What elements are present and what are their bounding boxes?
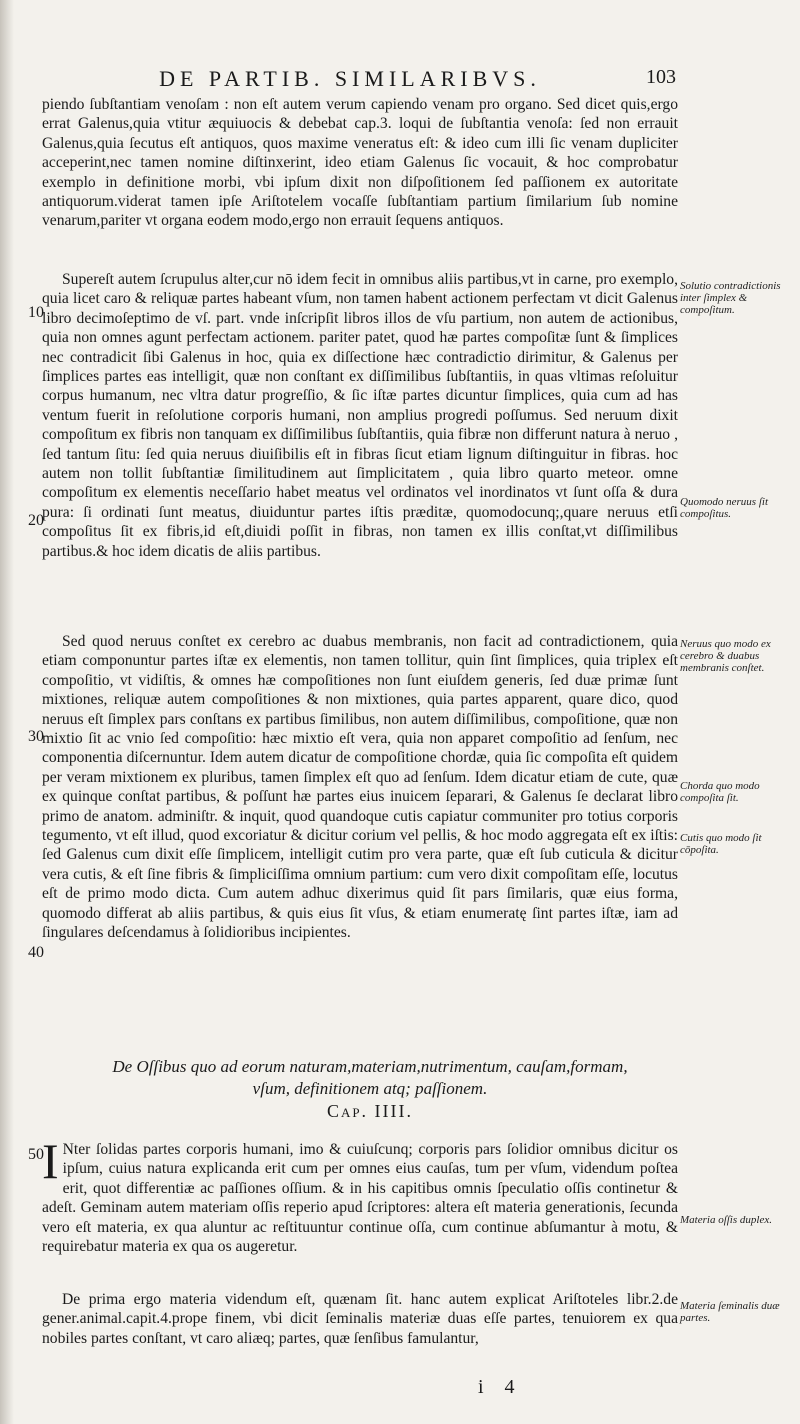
paragraph (42, 95, 678, 231)
gutter-shadow (0, 0, 14, 1424)
line-number: 40 (28, 944, 44, 961)
paragraph (42, 632, 678, 943)
page-number: 103 (646, 66, 676, 88)
paragraph-text: Sed quod neruus conſtet ex cerebro ac duabus membranis, non facit ad contradictionem, quia etiam componuntur partes iſtæ ex elementis, non tamen tollitur, quin ſint ſimplices, quia triplex eſt compoſitio, vt vidiſtis, & omnes hæ compoſitiones non ſunt eiuſdem generis, ſed duæ primæ ſunt mixtiones, reliquæ autem compoſitiones & non mixtiones, quia partes apparent, quare dico, quod neruus eſt ſimplex pars conſtans ex partibus ſimilibus, non autem diſſimilibus, compoſitione, quæ non mixtio ſit ac vnio ſed compoſitio: hæc mixtio eſt vera, quia non apparet compoſitio ad ſenſum, nec componentia diſcernuntur. Idem autem dicatur de compoſitione chordæ, quia ſic compoſita eſt quidem per veram mixtionem ex pluribus, tamen ſimplex eſt quo ad ſenſum. Idem dicatur etiam de cute, quæ ex quinque conſtat partibus, & poſſunt hæ partes eius inuicem ſeparari, & Galenus ſe declarat libro primo de anatom. adminiſtr. & inquit, quod quandoque cutis capiatur communiter pro totius corporis tegumento, vt eſt illud, quod excoriatur & dicitur corium vel pellis, & hoc modo aggregata eſt ex iſtis: ſed Galenus cum dixit eſſe ſimplicem, intelligit cutim pro vera parte, quæ eſt ſub cuticula & dicitur vera cutis, & eſt ſine fibris & ſimpliciſſima omnium partium: cum vero dixit compoſitam eſſe, locutus eſt de primo modo dicta. Cum autem adhuc dixerimus quid ſit pars ſimilaris, quæ eius forma, quomodo differat ab aliis partibus, & quis eius ſit vſus, & etiam enumeratę ſint partes iſtæ, iam ad ſingulares deſcendamus à ſolidioribus incipientes. (42, 633, 678, 942)
line-number: 50 (28, 1146, 44, 1163)
marginal-note: Neruus quo modo ex cerebro & duabus membranis conſtet. (680, 638, 771, 674)
drop-cap: I (42, 1133, 59, 1189)
chapter-heading-line: De Oſſibus quo ad eorum naturam,materiam,nutrimentum, cauſam,formam, (112, 1057, 628, 1076)
paragraph-text: Supereſt autem ſcrupulus alter,cur nō idem fecit in omnibus aliis partibus,vt in carne, pro exemplo, quia licet caro & reliquæ partes habeant vſum, non tamen habent actionem perfectam vt dicit Galenus libro decimoſeptimo de vſ. part. vnde inſcripſit libros illos de vſu partium, non autem de actionibus, quia non omnes agunt perfectam actionem. pariter patet, quod hæ partes compoſitæ ſunt & ſimplices nec contradicit ſibi Galenus in hoc, quia ex diſſectione hæc contradictio dirimitur, & Galenus per ſimplices partes eas intelligit, quæ non conſtant ex diſſimilibus ſubſtantiis, in quas vltimas reſoluitur corpus humanum, nec vltra datur progreſſio, & ſic iſtæ partes dicuntur ſimplices, quia cum ad has ventum fuerit in reſolutione corporis humani, non amplius progredi poſſumus. Sed neruum dixit compoſitum ex fibris non tanquam ex diſſimilibus ſubſtantiis, quia fibræ non differunt natura à neruo , ſed tantum ſitu: ſed quia neruus diuiſibilis eſt in fibras ſicut etiam lignum diſtinguitur in fibras. hoc autem non tollit ſubſtantiæ ſimilitudinem aut ſimplicitatem , quia libro quarto meteor. omne compoſitum ex elementis neceſſario habet meatus vel ordinatos vel inordinatos vt ſunt oſſa & dura pura: ſi ordinati ſunt meatus, diuiduntur partes iſtis præditæ, quomodocunq;,quare neruus etſi compoſitus ſit ex fibris,id eſt,diuidi poſſit in fibras, non tamen ex illis conſtat,vt diſſimilibus partibus.& hoc idem dicatis de aliis partibus. (42, 271, 678, 560)
marginal-note: Solutio contradictionis inter ſimplex & compoſitum. (680, 280, 781, 316)
paragraph (42, 1290, 678, 1348)
line-number: 20 (28, 512, 44, 529)
line-number: 10 (28, 304, 44, 321)
paragraph-text: De prima ergo materia videndum eſt, quænam ſit. hanc autem explicat Ariſtoteles libr.2.de gener.animal.capit.4.prope finem, vbi dicit ſeminalis materiæ duas eſſe partes, tenuiorem ex qua nobiles partes conſtant, vt caro aliæq; partes, quæ ſenſibus famulantur, (42, 1291, 678, 1347)
marginal-note: Chorda quo modo compoſita ſit. (680, 780, 760, 804)
paragraph (42, 1133, 678, 1256)
chapter-heading (60, 1056, 680, 1122)
marginal-note: Cutis quo modo ſit cōpoſita. (680, 832, 762, 856)
marginal-note: Quomodo neruus ſit compoſitus. (680, 496, 768, 520)
paragraph (42, 270, 678, 561)
signature-mark: i 4 (478, 1376, 523, 1398)
marginal-note: Materia ſeminalis duæ partes. (680, 1300, 780, 1324)
line-number: 30 (28, 728, 44, 745)
chapter-number: Cap. IIII. (326, 1101, 414, 1121)
paragraph-text: Nter ſolidas partes corporis humani, imo & cuiuſcunq; corporis pars ſolidior omnibus dicitur os ipſum, cuius natura explicanda erit cum per omnes eius cauſas, tum per vſum, videndum poſtea erit, quot differentiæ ac paſſiones oſſium. & in his capitibus omnis ſpeculatio oſſis continetur & adeſt. Geminam autem materiam oſſis reperio apud ſcriptores: altera eſt materia generationis, ſecunda vero eſt materia, ex qua aluntur ac reſtituuntur continue oſſa, cum continue abſumantur à motu, & requirebatur materia ex qua os augeretur. (42, 1141, 678, 1256)
chapter-heading-line: vſum, definitionem atq; paſſionem. (252, 1079, 488, 1098)
marginal-note: Materia oſſis duplex. (680, 1214, 772, 1226)
running-title: DE PARTIB. SIMILARIBVS. (159, 66, 541, 91)
paragraph-text: piendo ſubſtantiam venoſam : non eſt autem verum capiendo venam pro organo. Sed dicet quis,ergo errat Galenus,quia vtitur æquiuocis & debebat cap.3. loqui de ſubſtantia venoſa: ſed non errauit Galenus,quia ſecutus eſt antiquos, quos maxime veneratus eſt: & ideo cum illi ſic venam dupliciter acceperint,nec tamen nomine diſtinxerint, ideo etiam Galenus ſic vocauit, & hoc comprobatur exemplo in definitione morbi, vbi ipſum dixit non diſpoſitionem ſed paſſionem ex autoritate antiquorum.viderat tamen ipſe Ariſtotelem vocaſſe ſubſtantiam partium ſimilarium ſub nomine venarum,pariter vt organa eodem modo,ergo non errauit ſequens antiquos. (42, 96, 678, 230)
